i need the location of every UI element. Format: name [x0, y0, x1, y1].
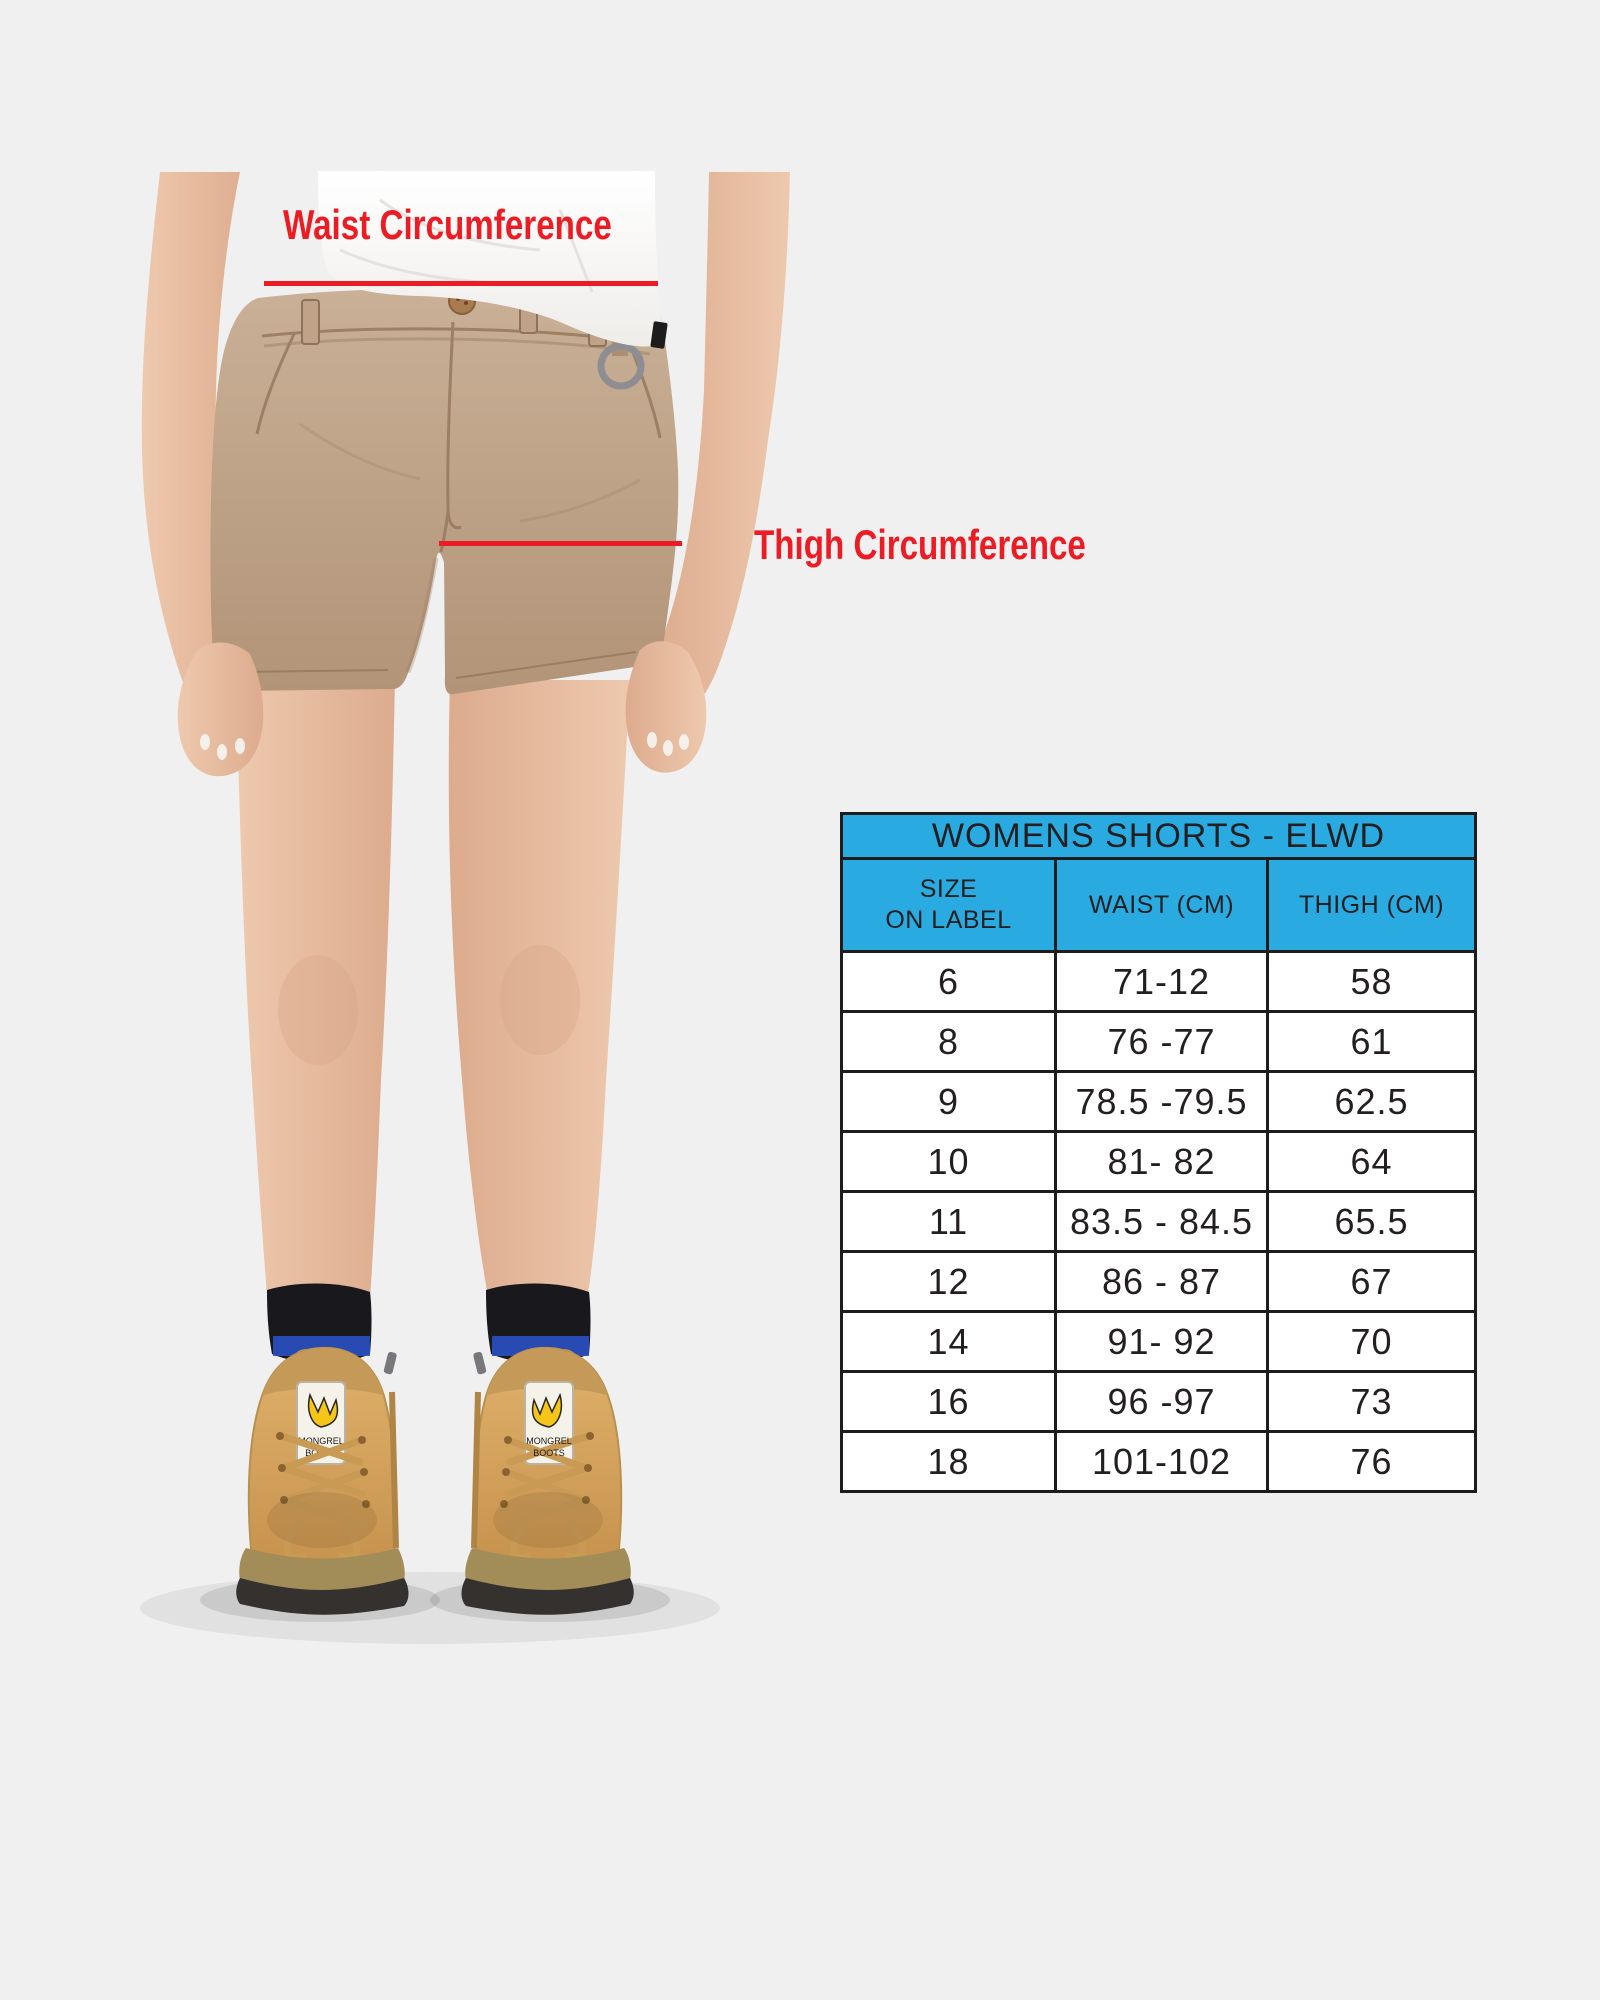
waist-cell: 78.5 -79.5	[1056, 1072, 1268, 1132]
left-boot-zip	[392, 1392, 396, 1548]
right-leg	[449, 680, 630, 1296]
size-chart-title-row	[842, 814, 1476, 859]
left-boot-zip-pull	[383, 1351, 397, 1375]
right-boot-zip-pull	[473, 1351, 487, 1375]
waist-cell: 86 - 87	[1056, 1252, 1268, 1312]
size-cell: 14	[842, 1312, 1056, 1372]
waist-cell: 96 -97	[1056, 1372, 1268, 1432]
size-row	[842, 952, 1476, 1012]
left-boot-label-text1: MONGREL	[298, 1436, 344, 1446]
waist-cell: 76 -77	[1056, 1012, 1268, 1072]
size-cell: 10	[842, 1132, 1056, 1192]
left-boot	[236, 1348, 408, 1615]
waist-cell: 83.5 - 84.5	[1056, 1192, 1268, 1252]
thigh-cell: 65.5	[1268, 1192, 1476, 1252]
right-boot-zip	[474, 1392, 478, 1548]
waist-measurement-line	[264, 281, 658, 286]
floor-shadow	[140, 1572, 720, 1644]
left-leg	[236, 680, 395, 1298]
size-row	[842, 1192, 1476, 1252]
thigh-cell: 67	[1268, 1252, 1476, 1312]
size-cell: 6	[842, 952, 1056, 1012]
size-cell: 16	[842, 1372, 1056, 1432]
waist-cell: 91- 92	[1056, 1312, 1268, 1372]
size-chart-table	[840, 812, 1477, 1493]
size-cell: 8	[842, 1012, 1056, 1072]
column-header-waist: WAIST (CM)	[1056, 859, 1268, 952]
size-cell: 18	[842, 1432, 1056, 1492]
size-chart-header-row	[842, 859, 1476, 952]
khaki-shorts	[210, 288, 678, 694]
thigh-circumference-label: Thigh Circumference	[754, 521, 1086, 568]
thigh-measurement-line	[439, 541, 682, 546]
thigh-cell: 76	[1268, 1432, 1476, 1492]
size-cell: 11	[842, 1192, 1056, 1252]
waist-cell: 101-102	[1056, 1432, 1268, 1492]
left-knee	[278, 955, 358, 1065]
size-cell: 12	[842, 1252, 1056, 1312]
column-header-size	[842, 859, 1056, 952]
thigh-cell: 58	[1268, 952, 1476, 1012]
size-row	[842, 1012, 1476, 1072]
right-knee	[500, 945, 580, 1055]
size-row	[842, 1252, 1476, 1312]
waist-cell: 81- 82	[1056, 1132, 1268, 1192]
size-cell: 9	[842, 1072, 1056, 1132]
size-row	[842, 1372, 1476, 1432]
right-boot-label-text1: MONGREL	[526, 1436, 572, 1446]
thigh-cell: 62.5	[1268, 1072, 1476, 1132]
thigh-cell: 70	[1268, 1312, 1476, 1372]
left-boot-label-text2: BOOTS	[305, 1448, 337, 1458]
size-row	[842, 1132, 1476, 1192]
column-header-thigh: THIGH (CM)	[1268, 859, 1476, 952]
thigh-cell: 73	[1268, 1372, 1476, 1432]
size-chart-title: WOMENS SHORTS - ELWD	[842, 814, 1476, 859]
column-header-size-line1: SIZE	[919, 875, 978, 903]
size-row	[842, 1432, 1476, 1492]
size-row	[842, 1072, 1476, 1132]
waist-circumference-label: Waist Circumference	[283, 201, 612, 248]
left-hand	[178, 642, 264, 776]
column-header-size-line2: ON LABEL	[885, 906, 1012, 934]
waist-cell: 71-12	[1056, 952, 1268, 1012]
size-row	[842, 1312, 1476, 1372]
thigh-cell: 61	[1268, 1012, 1476, 1072]
right-boot-label-text2: BOOTS	[533, 1448, 565, 1458]
thigh-cell: 64	[1268, 1132, 1476, 1192]
right-boot	[462, 1348, 634, 1615]
